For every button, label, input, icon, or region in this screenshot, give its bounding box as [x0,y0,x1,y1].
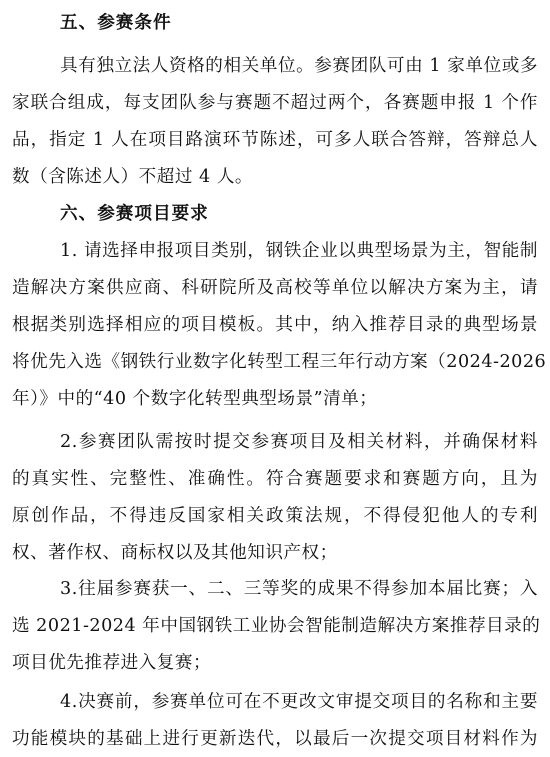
paragraph-line: 3.往届参赛获一、二、三等奖的成果不得参加本届比赛；入 [60,579,538,599]
paragraph-line: 的真实性、完整性、准确性。符合赛题要求和赛题方向，且为 [12,469,538,489]
paragraph-line: 品，指定 1 人在项目路演环节陈述，可多人联合答辩，答辩总人 [12,130,538,150]
paragraph-line: 家联合组成，每支团队参与赛题不超过两个，各赛题申报 1 个作 [12,93,538,113]
paragraph-line: 选 2021-2024 年中国钢铁工业协会智能制造解决方案推荐目录的 [12,616,541,636]
paragraph-line: 年）》中的“40 个数字化转型典型场景”清单； [12,389,378,409]
paragraph-line: 原创作品，不得违反国家相关政策法规，不得侵犯他人的专利 [12,506,538,526]
paragraph-line: 造解决方案供应商、科研院所及高校等单位以解决方案为主，请 [12,278,538,298]
paragraph-line: 将优先入选《钢铁行业数字化转型工程三年行动方案（2024-2026 [12,352,547,372]
paragraph-line: 4.决赛前，参赛单位可在不更改文审提交项目的名称和主要 [60,692,538,712]
section-heading-conditions: 五、参赛条件 [60,13,172,33]
paragraph-line: 功能模块的基础上进行更新迭代，以最后一次提交项目材料作为 [12,729,538,749]
paragraph-line: 根据类别选择相应的项目模板。其中，纳入推荐目录的典型场景 [12,315,538,335]
section-heading-requirements: 六、参赛项目要求 [60,204,209,224]
paragraph-line: 具有独立法人资格的相关单位。参赛团队可由 1 家单位或多 [60,56,538,76]
paragraph-line: 权、著作权、商标权以及其他知识产权； [12,543,338,563]
paragraph-line: 1. 请选择申报项目类别，钢铁企业以典型场景为主，智能制 [60,241,538,261]
paragraph-line: 项目优先推荐进入复赛； [12,653,212,673]
paragraph-line: 2.参赛团队需按时提交参赛项目及相关材料，并确保材料 [60,432,538,452]
paragraph-line: 数（含陈述人）不超过 4 人。 [12,167,254,187]
